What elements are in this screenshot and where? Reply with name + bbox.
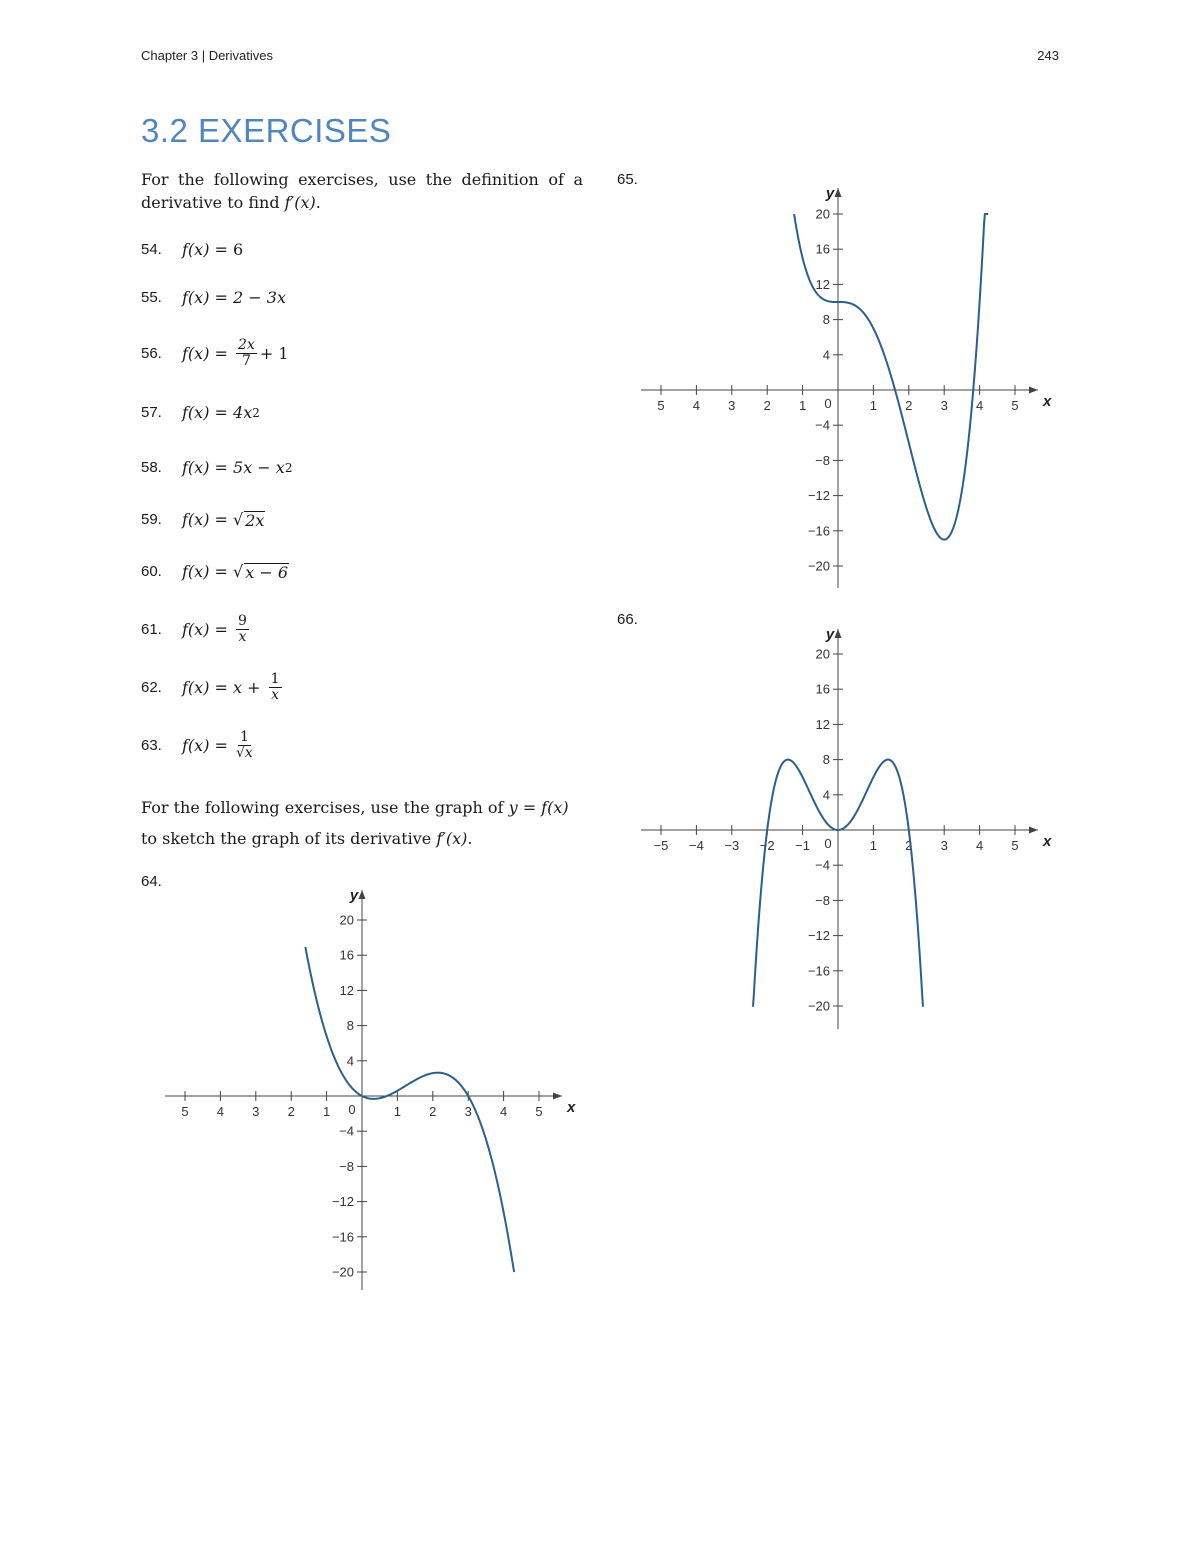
x-tick-label: 1 xyxy=(322,1104,331,1119)
exercise-59 xyxy=(141,510,265,529)
y-tick-label: 20 xyxy=(815,206,830,222)
y-axis-label: y xyxy=(825,185,835,202)
x-tick-label: 1 xyxy=(869,838,878,853)
instructions-text-2: to sketch the graph of its derivative xyxy=(141,829,437,848)
y-axis-arrow xyxy=(359,890,366,899)
fraction xyxy=(236,338,257,369)
y-tick-label: 8 xyxy=(822,752,830,768)
exercise-number: 62. xyxy=(141,679,162,696)
fraction xyxy=(269,672,282,703)
exercise-base: 4x xyxy=(233,403,253,422)
x-tick-label: 5 xyxy=(657,398,665,413)
y-tick-label: −16 xyxy=(807,523,830,539)
exercise-number: 59. xyxy=(141,511,162,528)
x-tick-label: 4 xyxy=(216,1104,225,1119)
running-header-chapter: Chapter 3 | Derivatives xyxy=(141,48,273,63)
x-tick-label: 5 xyxy=(535,1104,543,1119)
x-tick-label: 2 xyxy=(905,838,913,853)
y-tick-label: 20 xyxy=(339,912,354,928)
fraction-numerator: 1 xyxy=(239,729,249,745)
exercise-lhs: f(x) = xyxy=(182,240,234,259)
y-tick-label: −16 xyxy=(807,963,830,979)
y-tick-label: −16 xyxy=(331,1229,354,1245)
x-tick-label: 3 xyxy=(728,398,736,413)
fraction-numerator: 9 xyxy=(238,613,247,629)
y-tick-label: 12 xyxy=(815,716,830,732)
y-axis-arrow xyxy=(835,188,842,197)
exercise-lhs: f(x) = xyxy=(182,562,234,581)
exercise-expr: 2 − 3x xyxy=(233,288,286,307)
y-tick-label: −8 xyxy=(815,892,830,908)
y-tick-label: 8 xyxy=(346,1018,354,1034)
instructions-period: . xyxy=(315,193,321,212)
x-axis-label: x xyxy=(567,1099,576,1116)
fraction-denominator: x xyxy=(271,687,280,703)
y-tick-label: 8 xyxy=(822,312,830,328)
exercise-lhs: f(x) = xyxy=(182,403,234,422)
y-tick-label: −12 xyxy=(807,488,830,504)
exercise-number: 55. xyxy=(141,289,162,306)
problem-64-label: 64. xyxy=(141,873,162,890)
y-tick-label: 12 xyxy=(815,276,830,292)
y-tick-label: −4 xyxy=(815,417,830,433)
exercise-lhs: f(x) = x + xyxy=(182,678,266,697)
exercise-61 xyxy=(141,614,252,645)
fraction xyxy=(236,730,253,761)
y-tick-label: −20 xyxy=(331,1264,354,1280)
x-tick-label: 4 xyxy=(499,1104,508,1119)
exercise-after: + 1 xyxy=(259,344,289,363)
y-tick-label: −20 xyxy=(807,998,830,1014)
exercise-number: 57. xyxy=(141,404,162,421)
exercise-lhs: f(x) = xyxy=(182,736,234,755)
exercise-lhs: f(x) = xyxy=(182,620,234,639)
x-tick-label: 3 xyxy=(940,398,948,413)
x-tick-label: 5 xyxy=(1011,398,1019,413)
y-tick-label: −12 xyxy=(331,1194,354,1210)
exercise-number: 56. xyxy=(141,345,162,362)
x-tick-label: 3 xyxy=(464,1104,472,1119)
exercise-exponent: 2 xyxy=(252,405,260,420)
graph-64 xyxy=(160,885,576,1295)
x-tick-label: 1 xyxy=(393,1104,402,1119)
radicand: x − 6 xyxy=(245,562,288,582)
x-tick-label: 4 xyxy=(692,398,701,413)
function-curve xyxy=(305,947,514,1272)
exercise-number: 58. xyxy=(141,459,162,476)
problem-65-label: 65. xyxy=(617,171,638,188)
x-tick-label: −4 xyxy=(688,838,704,853)
exercise-lhs: f(x) = xyxy=(182,458,234,477)
sqrt-sign: √ xyxy=(233,562,244,581)
x-tick-label: 5 xyxy=(1011,838,1019,853)
exercise-54 xyxy=(141,240,243,259)
x-tick-label: −1 xyxy=(795,838,811,853)
y-tick-label: 16 xyxy=(815,681,830,697)
y-tick-label: −4 xyxy=(815,857,830,873)
origin-label: 0 xyxy=(348,1102,356,1117)
instructions-text-1: For the following exercises, use the graph of xyxy=(141,798,509,817)
exercise-55 xyxy=(141,288,286,307)
radicand: 2x xyxy=(245,510,265,530)
exercise-expr: 6 xyxy=(233,240,244,259)
fraction-denominator: √x xyxy=(236,745,253,761)
y-tick-label: −8 xyxy=(339,1158,354,1174)
fraction-numerator: 2x xyxy=(238,337,255,353)
exercise-63 xyxy=(141,730,256,761)
exercise-number: 60. xyxy=(141,563,162,580)
sqrt-sign: √ xyxy=(233,510,244,529)
x-tick-label: −5 xyxy=(653,838,669,853)
exercise-number: 63. xyxy=(141,737,162,754)
section-title: 3.2 EXERCISES xyxy=(141,112,392,149)
instructions-text: For the following exercises, use the definition of a derivative to find xyxy=(141,170,583,212)
exercise-lhs: f(x) = xyxy=(182,344,234,363)
x-tick-label: 3 xyxy=(252,1104,260,1119)
fraction-denominator: x xyxy=(238,629,247,645)
x-tick-label: 3 xyxy=(940,838,948,853)
instructions-period: . xyxy=(467,829,473,848)
x-axis-arrow xyxy=(553,1093,562,1100)
y-tick-label: −12 xyxy=(807,928,830,944)
y-tick-label: 4 xyxy=(346,1053,354,1069)
instructions-expr-2: f′(x) xyxy=(436,829,468,848)
y-axis-arrow xyxy=(835,629,842,638)
exercise-58 xyxy=(141,458,292,477)
exercise-62 xyxy=(141,672,285,703)
y-tick-label: 12 xyxy=(339,982,354,998)
instructions-expr-1: y = f(x) xyxy=(508,798,569,817)
y-tick-label: 4 xyxy=(822,347,830,363)
y-axis-label: y xyxy=(825,626,835,643)
y-tick-label: −20 xyxy=(807,558,830,574)
exercise-60 xyxy=(141,562,289,581)
x-tick-label: 2 xyxy=(429,1104,437,1119)
exercise-56 xyxy=(141,338,289,369)
graph-66 xyxy=(636,624,1052,1034)
x-tick-label: 2 xyxy=(763,398,771,413)
instructions-derivative-expr: f′(x) xyxy=(284,193,316,212)
y-axis-label: y xyxy=(349,887,359,904)
x-tick-label: 5 xyxy=(181,1104,189,1119)
x-tick-label: 1 xyxy=(869,398,878,413)
y-tick-label: −4 xyxy=(339,1123,354,1139)
origin-label: 0 xyxy=(824,836,832,851)
x-tick-label: 2 xyxy=(905,398,913,413)
y-tick-label: 4 xyxy=(822,787,830,803)
origin-label: 0 xyxy=(824,396,832,411)
exercise-base: 5x − x xyxy=(233,458,285,477)
x-axis-label: x xyxy=(1043,833,1052,850)
x-axis-arrow xyxy=(1029,387,1038,394)
page-number: 243 xyxy=(1037,48,1059,63)
fraction-numerator: 1 xyxy=(270,671,280,687)
y-tick-label: 16 xyxy=(815,241,830,257)
x-tick-label: 4 xyxy=(975,838,984,853)
instructions-graph xyxy=(141,792,583,854)
instructions-definition xyxy=(141,168,583,214)
y-tick-label: 20 xyxy=(815,646,830,662)
exercise-57 xyxy=(141,403,260,422)
x-tick-label: 2 xyxy=(287,1104,295,1119)
exercise-lhs: f(x) = xyxy=(182,510,234,529)
x-tick-label: −2 xyxy=(759,838,775,853)
x-tick-label: 4 xyxy=(975,398,984,413)
x-axis-arrow xyxy=(1029,827,1038,834)
problem-66-label: 66. xyxy=(617,611,638,628)
x-tick-label: 1 xyxy=(798,398,807,413)
graph-65 xyxy=(636,183,1052,593)
x-axis-label: x xyxy=(1043,393,1052,410)
y-tick-label: −8 xyxy=(815,452,830,468)
fraction xyxy=(236,614,249,645)
y-tick-label: 16 xyxy=(339,947,354,963)
exercise-number: 54. xyxy=(141,241,162,258)
x-tick-label: −3 xyxy=(724,838,740,853)
fraction-denominator: 7 xyxy=(241,353,251,369)
exercise-lhs: f(x) = xyxy=(182,288,234,307)
exercise-exponent: 2 xyxy=(284,460,293,475)
exercise-number: 61. xyxy=(141,621,162,638)
